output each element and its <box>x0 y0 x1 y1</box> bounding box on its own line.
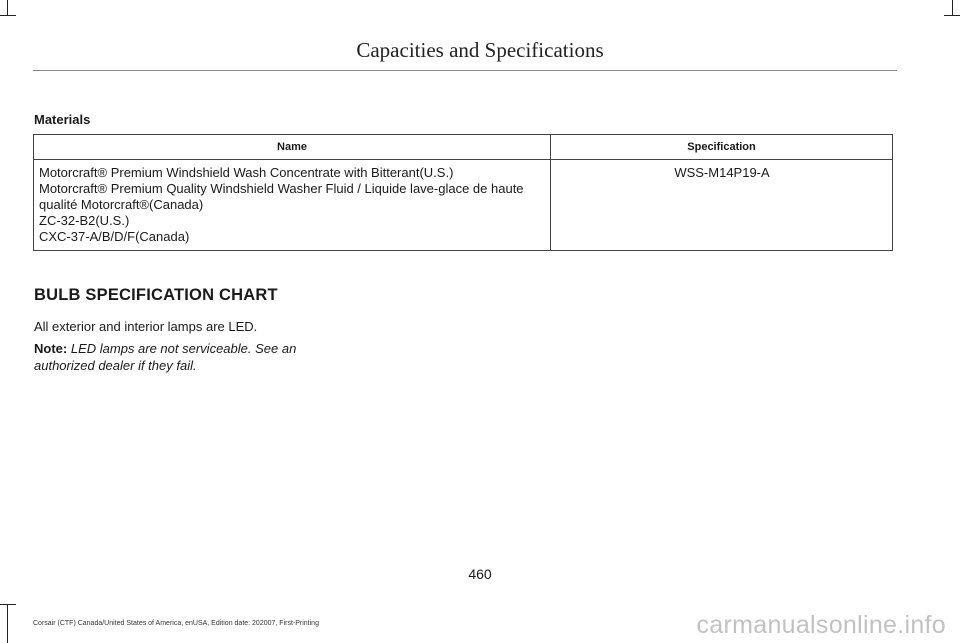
crop-mark-top-left <box>7 0 8 16</box>
column-header-specification: Specification <box>551 135 893 160</box>
bulb-section-heading: BULB SPECIFICATION CHART <box>34 286 278 304</box>
table-row <box>34 160 893 251</box>
crop-mark-top-left-h <box>0 15 16 16</box>
specification-cell: WSS-M14P19-A <box>551 160 893 251</box>
footer-edition-info: Corsair (CTF) Canada/United States of America, enUSA, Edition date: 202007, First-Printing <box>33 620 319 627</box>
note-paragraph <box>34 340 324 374</box>
name-line: CXC-37-A/B/D/F(Canada) <box>39 229 190 244</box>
note-label: Note: <box>34 341 68 356</box>
table-header-row <box>34 135 893 160</box>
column-header-name: Name <box>34 135 551 160</box>
materials-label: Materials <box>34 112 91 127</box>
bulb-description: All exterior and interior lamps are LED. <box>34 319 258 334</box>
page-number: 460 <box>468 566 492 582</box>
crop-mark-top-right <box>952 0 953 16</box>
crop-mark-bottom-left <box>7 604 8 643</box>
name-line: Motorcraft® Premium Quality Windshield Washer Fluid / Liquide lave-glace de haute qualité Motorcraft®(Canada) <box>39 181 524 212</box>
header-divider <box>33 70 897 71</box>
name-cell <box>34 160 551 251</box>
crop-mark-top-right-h <box>944 15 960 16</box>
watermark: carmanualsonline.info <box>696 611 946 639</box>
note-text: LED lamps are not serviceable. See an authorized dealer if they fail. <box>34 341 297 373</box>
name-line: Motorcraft® Premium Windshield Wash Concentrate with Bitterant(U.S.) <box>39 165 454 180</box>
page-header-title: Capacities and Specifications <box>356 38 604 62</box>
materials-table <box>33 134 893 251</box>
crop-mark-bottom-left-h <box>0 604 16 605</box>
name-line: ZC-32-B2(U.S.) <box>39 213 130 228</box>
